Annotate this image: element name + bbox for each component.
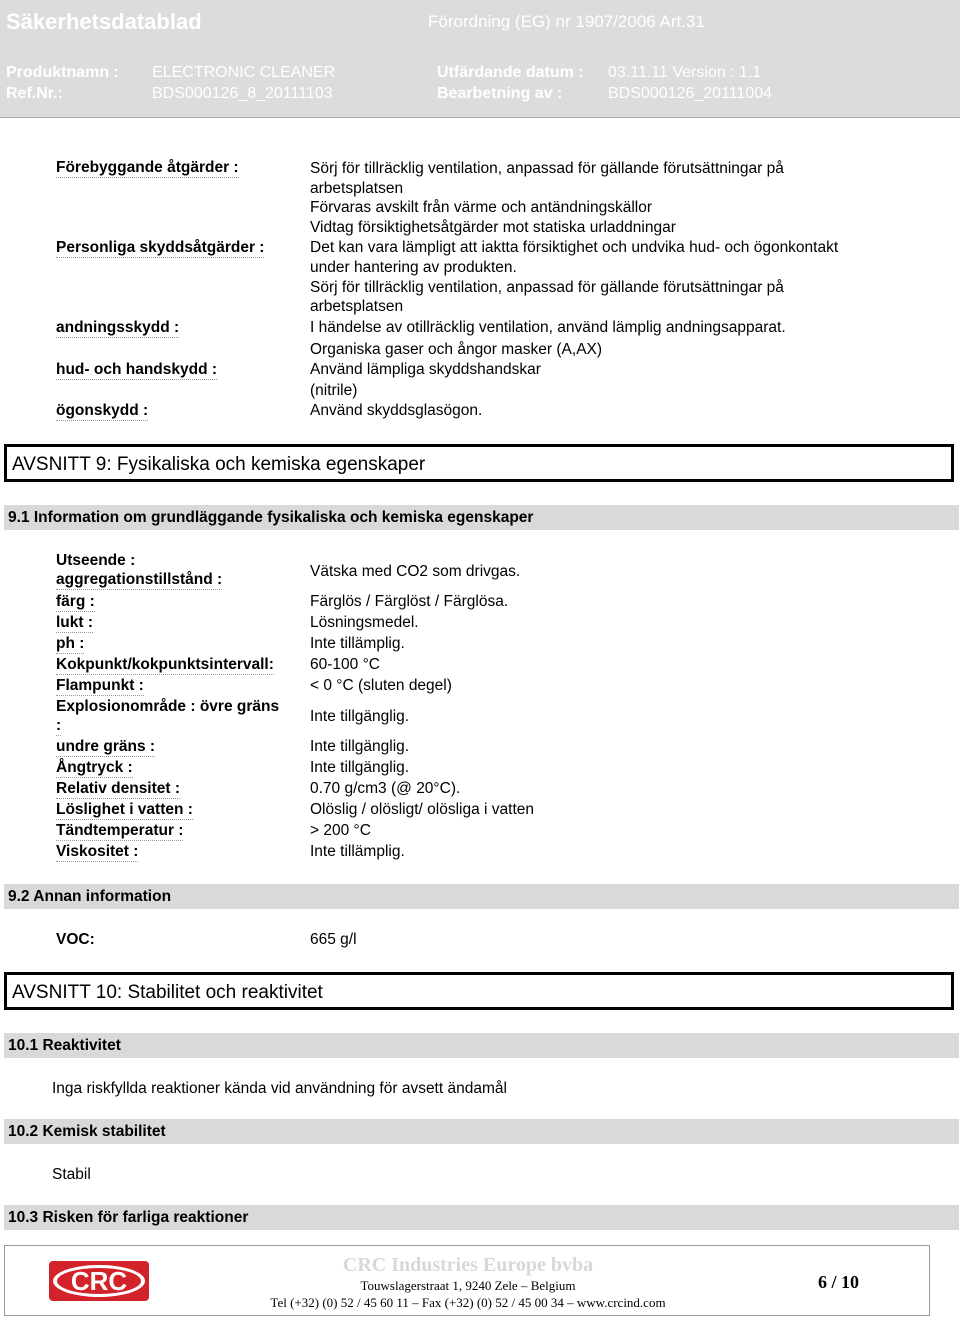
odor-label: lukt : [56,614,94,631]
ph-value: Inte tillämplig. [310,635,405,652]
boiling-point-value: 60-100 °C [310,656,380,673]
explosion-lower-label: undre gräns : [56,738,156,755]
issue-date-label: Utfärdande datum : [437,64,584,81]
preventive-measures-label: Förebyggande åtgärder : [56,159,239,176]
personal-line-2: under hantering av produkten. [310,259,517,276]
boiling-point-label: Kokpunkt/kokpunktsintervall: [56,656,274,673]
subsection-10-2-heading: 10.2 Kemisk stabilitet [4,1119,959,1144]
color-label: färg : [56,593,95,610]
reactivity-text: Inga riskfyllda reaktioner kända vid användning för avsett ändamål [52,1080,507,1097]
personal-line-1: Det kan vara lämpligt att iaktta försiktighet och undvika hud- och ögonkontakt [310,239,839,256]
respiratory-protection-label: andningsskydd : [56,319,180,336]
eye-protection-label: ögonskydd : [56,402,149,419]
edited-by-value: BDS000126_20111004 [608,85,772,102]
document-footer [4,1245,930,1316]
flash-point-label: Flampunkt : [56,677,144,694]
regulation-reference: Förordning (EG) nr 1907/2006 Art.31 [428,12,705,31]
color-value: Färglös / Färglöst / Färglösa. [310,593,509,610]
section-10-heading: AVSNITT 10: Stabilitet och reaktivitet [4,972,954,1010]
water-solubility-value: Olöslig / olösligt/ olösliga i vatten [310,801,535,818]
issue-date-value: 03.11.11 Version : 1.1 [608,64,762,81]
appearance-value: Vätska med CO2 som drivgas. [310,563,521,580]
subsection-9-2-heading: 9.2 Annan information [4,884,959,909]
product-name-value: ELECTRONIC CLEANER [152,64,336,81]
hand-protection-label: hud- och handskydd : [56,361,218,378]
viscosity-label: Viskositet : [56,843,139,860]
personal-line-3: Sörj för tillräcklig ventilation, anpassad för gällande förutsättningar på [310,279,784,296]
explosion-upper-colon: : [56,717,62,734]
respiratory-line-1: I händelse av otillräcklig ventilation, använd lämplig andningsapparat. [310,319,786,336]
ignition-temperature-label: Tändtemperatur : [56,822,184,839]
viscosity-value: Inte tillämplig. [310,843,405,860]
water-solubility-label: Löslighet i vatten : [56,801,193,818]
appearance-label: Utseende : [56,552,136,569]
voc-label: VOC: [56,931,95,948]
relative-density-value: 0.70 g/cm3 (@ 20°C). [310,780,461,797]
hand-line-2: (nitrile) [310,382,358,399]
edited-by-label: Bearbetning av : [437,85,563,102]
preventive-line-4: Vidtag försiktighetsåtgärder mot statiska urladdningar [310,219,676,236]
explosion-upper-label: Explosionområde : övre gräns [56,698,280,715]
hand-line-1: Använd lämpliga skyddshandskar [310,361,541,378]
explosion-upper-value: Inte tillgänglig. [310,708,410,725]
odor-value: Lösningsmedel. [310,614,419,631]
eye-protection-value: Använd skyddsglasögon. [310,402,483,419]
header-divider [0,117,960,118]
aggregation-state-label: aggregationstillstånd : [56,571,223,588]
subsection-9-1-heading: 9.1 Information om grundläggande fysikaliska och kemiska egenskaper [4,505,959,530]
explosion-lower-value: Inte tillgänglig. [310,738,410,755]
preventive-line-3: Förvaras avskilt från värme och antändningskällor [310,199,653,216]
ref-number-value: BDS000126_8_20111103 [152,85,333,102]
page-number: 6 / 10 [817,1272,859,1292]
personal-line-4: arbetsplatsen [310,298,404,315]
preventive-line-1: Sörj för tillräcklig ventilation, anpassad för gällande förutsättningar på [310,160,784,177]
chemical-stability-text: Stabil [52,1166,91,1183]
svg-text:CRC: CRC [70,1266,128,1296]
company-name: CRC Industries Europe bvba [342,1254,594,1276]
product-name-label: Produktnamn : [6,64,119,81]
respiratory-line-2: Organiska gaser och ångor masker (A,AX) [310,341,603,358]
preventive-line-2: arbetsplatsen [310,180,404,197]
company-contact: Tel (+32) (0) 52 / 45 60 11 – Fax (+32) (0) 52 / 45 00 34 – www.crcind.com [270,1295,666,1310]
personal-protection-label: Personliga skyddsåtgärder : [56,239,265,256]
subsection-10-1-heading: 10.1 Reaktivitet [4,1033,959,1058]
vapor-pressure-value: Inte tillgänglig. [310,759,410,776]
ref-number-label: Ref.Nr.: [6,85,63,102]
vapor-pressure-label: Ångtryck : [56,759,133,776]
flash-point-value: < 0 °C (sluten degel) [310,677,452,694]
company-address: Touwslagerstraat 1, 9240 Zele – Belgium [360,1278,576,1293]
relative-density-label: Relativ densitet : [56,780,181,797]
document-title: Säkerhetsdatablad [6,9,202,34]
subsection-10-3-heading: 10.3 Risken för farliga reaktioner [4,1205,959,1230]
ph-label: ph : [56,635,85,652]
voc-value: 665 g/l [310,931,357,948]
ignition-temperature-value: > 200 °C [310,822,371,839]
section-9-heading: AVSNITT 9: Fysikaliska och kemiska egenskaper [4,444,954,482]
